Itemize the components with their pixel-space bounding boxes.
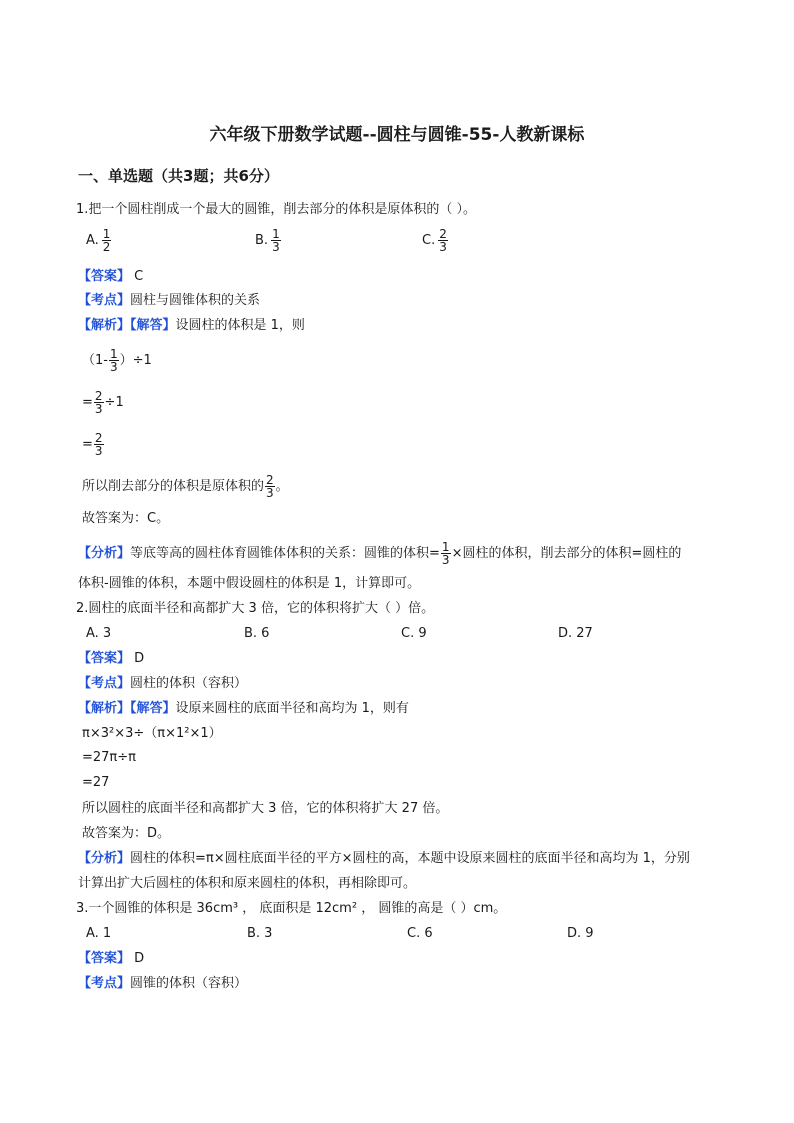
option-letter: C. [422,233,436,248]
q2-final: 故答案为：D。 [82,826,171,841]
q2-option-c[interactable]: C. 9 [401,626,427,641]
answer-tag: 【答案】 [78,951,131,966]
q3-point: 【考点】圆锥的体积（容积） [78,976,248,991]
q2-analysis: 【解析】【解答】设原来圆柱的底面半径和高均为 1，则有 [78,701,409,716]
q1-final: 故答案为：C。 [82,511,170,526]
q1-point: 【考点】圆柱与圆锥体积的关系 [78,293,261,308]
q1-option-c[interactable] [422,228,449,253]
q3-option-a[interactable]: A. 1 [86,926,112,941]
q2-point: 【考点】圆柱的体积（容积） [78,676,248,691]
solve-tag: 【解答】 [130,701,176,716]
q1-conclusion: 所以削去部分的体积是原体积的 $\frac{2}{3}$ 。 [82,473,289,500]
option-letter: A. [86,233,99,248]
analysis-tag: 【解析】 [78,318,131,333]
q1-step-1: （1- $\frac{1}{3}$ ）÷1 [82,347,152,374]
page-title: 六年级下册数学试题--圆柱与圆锥-55-人教新课标 [209,125,585,145]
q2-step-2: =27π÷π [82,750,136,765]
q2-stem: 2.圆柱的底面半径和高都扩大 3 倍，它的体积将扩大（ ）倍。 [76,601,435,616]
fraction: $\frac{1}{2}$ [102,227,111,254]
fraction: $\frac{2}{3}$ [94,389,103,416]
fraction: $\frac{2}{3}$ [439,227,447,254]
q2-option-d[interactable]: D. 27 [558,626,593,641]
q2-conclusion: 所以圆柱的底面半径和高都扩大 3 倍，它的体积将扩大 27 倍。 [82,801,449,816]
fraction: $\frac{1}{3}$ [441,540,450,567]
q2-option-b[interactable]: B. 6 [244,626,270,641]
q1-analysis: 【解析】【解答】设圆柱的体积是 1，则 [78,318,305,333]
answer-tag: 【答案】 [78,269,131,284]
q3-option-b[interactable]: B. 3 [247,926,273,941]
q1-fenxi-line2: 体积-圆锥的体积，本题中假设圆柱的体积是 1，计算即可。 [78,576,421,591]
q3-option-d[interactable]: D. 9 [567,926,594,941]
q1-step-2: = $\frac{2}{3}$ ÷1 [82,389,124,416]
fraction: $\frac{2}{3}$ [94,431,103,458]
q1-option-b[interactable] [255,228,282,253]
q1-option-a[interactable] [86,228,112,253]
answer-tag: 【答案】 [78,651,131,666]
solve-tag: 【解答】 [130,318,176,333]
q1-fenxi: 【分析】等底等高的圆柱体育圆锥体体积的关系：圆锥的体积= $\frac{1}{3}$ ×圆柱的体积，削去部分的体积=圆柱的 [78,540,682,567]
point-tag: 【考点】 [78,976,131,991]
q2-step-1: π×3²×3÷（π×1²×1） [82,726,222,741]
q3-option-c[interactable]: C. 6 [407,926,433,941]
q2-step-3: =27 [82,775,110,790]
fraction: $\frac{1}{3}$ [272,227,280,254]
q3-answer: 【答案】 D [78,951,145,966]
q1-answer: 【答案】 C [78,269,144,284]
q1-step-3: = $\frac{2}{3}$ [82,431,103,458]
q2-option-a[interactable]: A. 3 [86,626,112,641]
fenxi-tag: 【分析】 [78,546,131,561]
section-heading: 一、单选题（共3题；共6分） [78,167,279,185]
fraction: $\frac{2}{3}$ [266,473,274,500]
point-tag: 【考点】 [78,676,131,691]
option-letter: B. [255,233,269,248]
fenxi-tag: 【分析】 [78,851,131,866]
q2-answer: 【答案】 D [78,651,145,666]
q1-stem: 1.把一个圆柱削成一个最大的圆锥，削去部分的体积是原体积的（ ）。 [76,202,477,217]
q2-fenxi-line2: 计算出扩大后圆柱的体积和原来圆柱的体积，再相除即可。 [78,876,417,891]
fraction: $\frac{1}{3}$ [109,347,118,374]
point-tag: 【考点】 [78,293,131,308]
analysis-tag: 【解析】 [78,701,131,716]
q2-fenxi: 【分析】圆柱的体积=π×圆柱底面半径的平方×圆柱的高，本题中设原来圆柱的底面半径和高均为 1，分别 [78,851,690,866]
q3-stem: 3.一个圆锥的体积是 36cm³ ， 底面积是 12cm² ， 圆锥的高是（ ）cm。 [76,901,507,916]
